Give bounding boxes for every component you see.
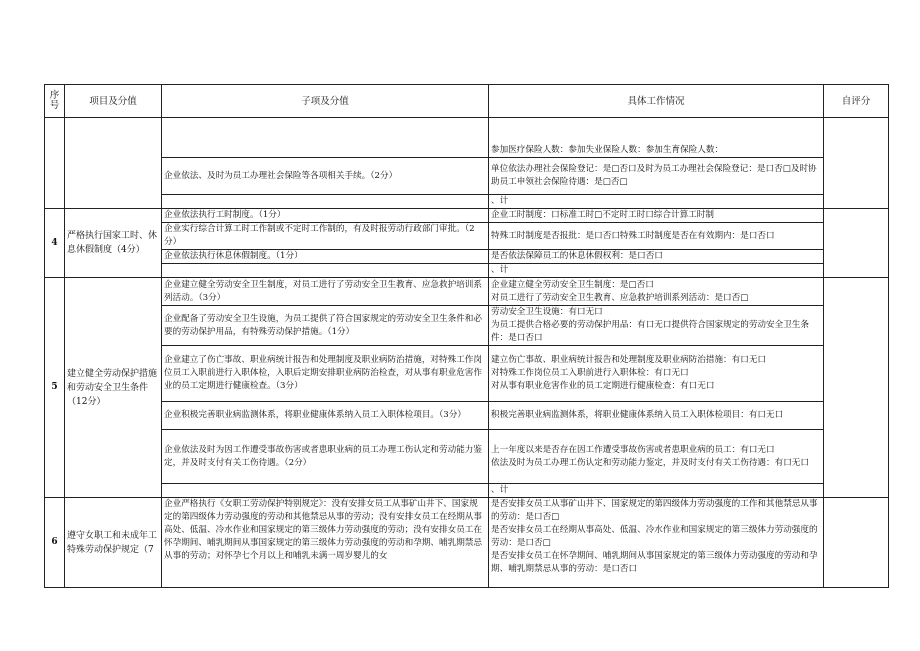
table-row — [45, 278, 889, 306]
cell-score[interactable] — [824, 118, 889, 209]
header-project: 项目及分值 — [65, 85, 162, 118]
header-row — [45, 85, 889, 118]
table-row — [45, 158, 889, 195]
cell-detail: 是否依法保障员工的休息休假权利：是口否口 — [489, 250, 824, 264]
header-sub: 子项及分值 — [162, 85, 489, 118]
cell-project: 遵守女职工和未成年工特殊劳动保护规定（7 — [65, 498, 162, 588]
cell-detail: 企业工时制度：口标准工时□不定时工时口综合计算工时制 — [489, 209, 824, 223]
table-row — [45, 250, 889, 264]
cell-sub — [162, 264, 489, 278]
cell-no: 4 — [45, 209, 65, 278]
table-row — [45, 430, 889, 484]
cell-detail: 单位依法办理社会保险登记：是□否口及时为员工办理社会保险登记：是口否□及时协助员工申领社会保险待遇：是□否□ — [489, 158, 824, 195]
cell-detail: 参加医疗保险人数：参加失业保险人数：参加生育保险人数： — [489, 118, 824, 158]
table-row — [45, 346, 889, 402]
cell-detail: 是否安排女员工从事矿山井下、国家规定的第四级体力劳动强度的工作和其他禁忌从事的劳动：是口否□ 是否安排女员工在经期从事高处、低温、冷水作业和国家规定的第三级体力劳动强度的劳动：是口否□ 是否安排女员工在怀孕期间、哺乳期间从事国家规定的第三级体力劳动强度的劳动和孕期、哺乳期禁忌从事的劳动：是口否口 — [489, 498, 824, 588]
cell-sub: 企业依法及时为因工作遭受事故伤害或者患职业病的员工办理工伤认定和劳动能力鉴定，并及时支付有关工伤待遇。（2分） — [162, 430, 489, 484]
header-no: 序号 — [45, 85, 65, 118]
cell-sub: 企业严格执行《女职工劳动保护特别规定》：没有安排女员工从事矿山井下、国家规定的第四级体力劳动强度的劳动和其他禁忌从事的劳动；没有安排女员工在经期从事高处、低温、冷水作业和国家规定的第三级体力劳动强度的劳动；没有安排女员工在怀孕期间、哺乳期间从事国家规定的第三级体力劳动强度的劳动和孕期、哺乳期禁忌从事的劳动；对怀孕七个月以上和哺乳未满一周岁婴儿的女 — [162, 498, 489, 588]
table-row — [45, 306, 889, 346]
header-score: 自评分 — [824, 85, 889, 118]
cell-sub: 企业实行综合计算工时工作制或不定时工作制的，有及时报劳动行政部门审批。（2分） — [162, 223, 489, 250]
table-row — [45, 209, 889, 223]
cell-score[interactable] — [824, 209, 889, 278]
table-row — [45, 223, 889, 250]
cell-sub: 企业配备了劳动安全卫生设施，为员工提供了符合国家规定的劳动安全卫生条件和必要的劳动保护用品，有特殊劳动保护措施。（1分） — [162, 306, 489, 346]
cell-score[interactable] — [824, 278, 889, 498]
cell-detail: 特殊工时制度是否报批：是口否口特殊工时制度是否在有效期内：是口否口 — [489, 223, 824, 250]
cell-sub: 企业依法执行休息休假制度。（1分） — [162, 250, 489, 264]
cell-detail: 上一年度以来是否存在因工作遭受事故伤害或者患职业病的员工：有口无口 依法及时为员工办理工伤认定和劳动能力鉴定，并及时支付有关工伤待遇：有口无口 — [489, 430, 824, 484]
table-row-total — [45, 484, 889, 498]
cell-no — [45, 118, 65, 209]
cell-sub: 企业建立健全劳动安全卫生制度，对员工进行了劳动安全卫生教育、应急救护培训系列活动。（3分） — [162, 278, 489, 306]
cell-sub — [162, 118, 489, 158]
cell-sub: 企业建立了伤亡事故、职业病统计报告和处理制度及职业病防治措施，对特殊工作岗位员工入职前进行入职体检，入职后定期安排职业病防治检查，对从事有职业危害作业的员工定期进行健康检查。（3分） — [162, 346, 489, 402]
cell-project — [65, 118, 162, 209]
cell-score[interactable] — [824, 498, 889, 588]
cell-total: 、计 — [489, 484, 824, 498]
cell-detail: 积极完善职业病监测体系，将职业健康体系纳入员工入职体检项目：有口无口 — [489, 402, 824, 430]
cell-sub: 企业依法、及时为员工办理社会保险等各项相关手续。（2分） — [162, 158, 489, 195]
cell-sub: 企业积极完善职业病监测体系，将职业健康体系纳入员工入职体检项目。（3分） — [162, 402, 489, 430]
header-detail: 具体工作情况 — [489, 85, 824, 118]
cell-sub — [162, 195, 489, 209]
cell-sub — [162, 484, 489, 498]
cell-total: 、计 — [489, 195, 824, 209]
cell-total: 、计 — [489, 264, 824, 278]
cell-project: 建立健全劳动保护措施和劳动安全卫生条件（12分） — [65, 278, 162, 498]
cell-project: 严格执行国家工时、休息休假制度（4分） — [65, 209, 162, 278]
table-row — [45, 402, 889, 430]
cell-detail: 劳动安全卫生设施：有口无口 为员工提供合格必要的劳动保护用品：有口无口提供符合国家规定的劳动安全卫生条件：是口否口 — [489, 306, 824, 346]
table-row-total — [45, 195, 889, 209]
cell-detail: 企业建立健全劳动安全卫生制度：是□否口 对员工进行了劳动安全卫生教育、应急救护培训系列活动：是口否□ — [489, 278, 824, 306]
assessment-table — [44, 84, 889, 588]
cell-no: 5 — [45, 278, 65, 498]
cell-detail: 建立伤亡事故、职业病统计报告和处理制度及职业病防治措施：有口无口 对特殊工作岗位员工入职前进行入职体检：有口无口 对从事有职业危害作业的员工定期进行健康检查：有口无口 — [489, 346, 824, 402]
table-row — [45, 498, 889, 588]
table-row-total — [45, 264, 889, 278]
table-row — [45, 118, 889, 158]
cell-no: 6 — [45, 498, 65, 588]
cell-sub: 企业依法执行工时制度。（1分） — [162, 209, 489, 223]
